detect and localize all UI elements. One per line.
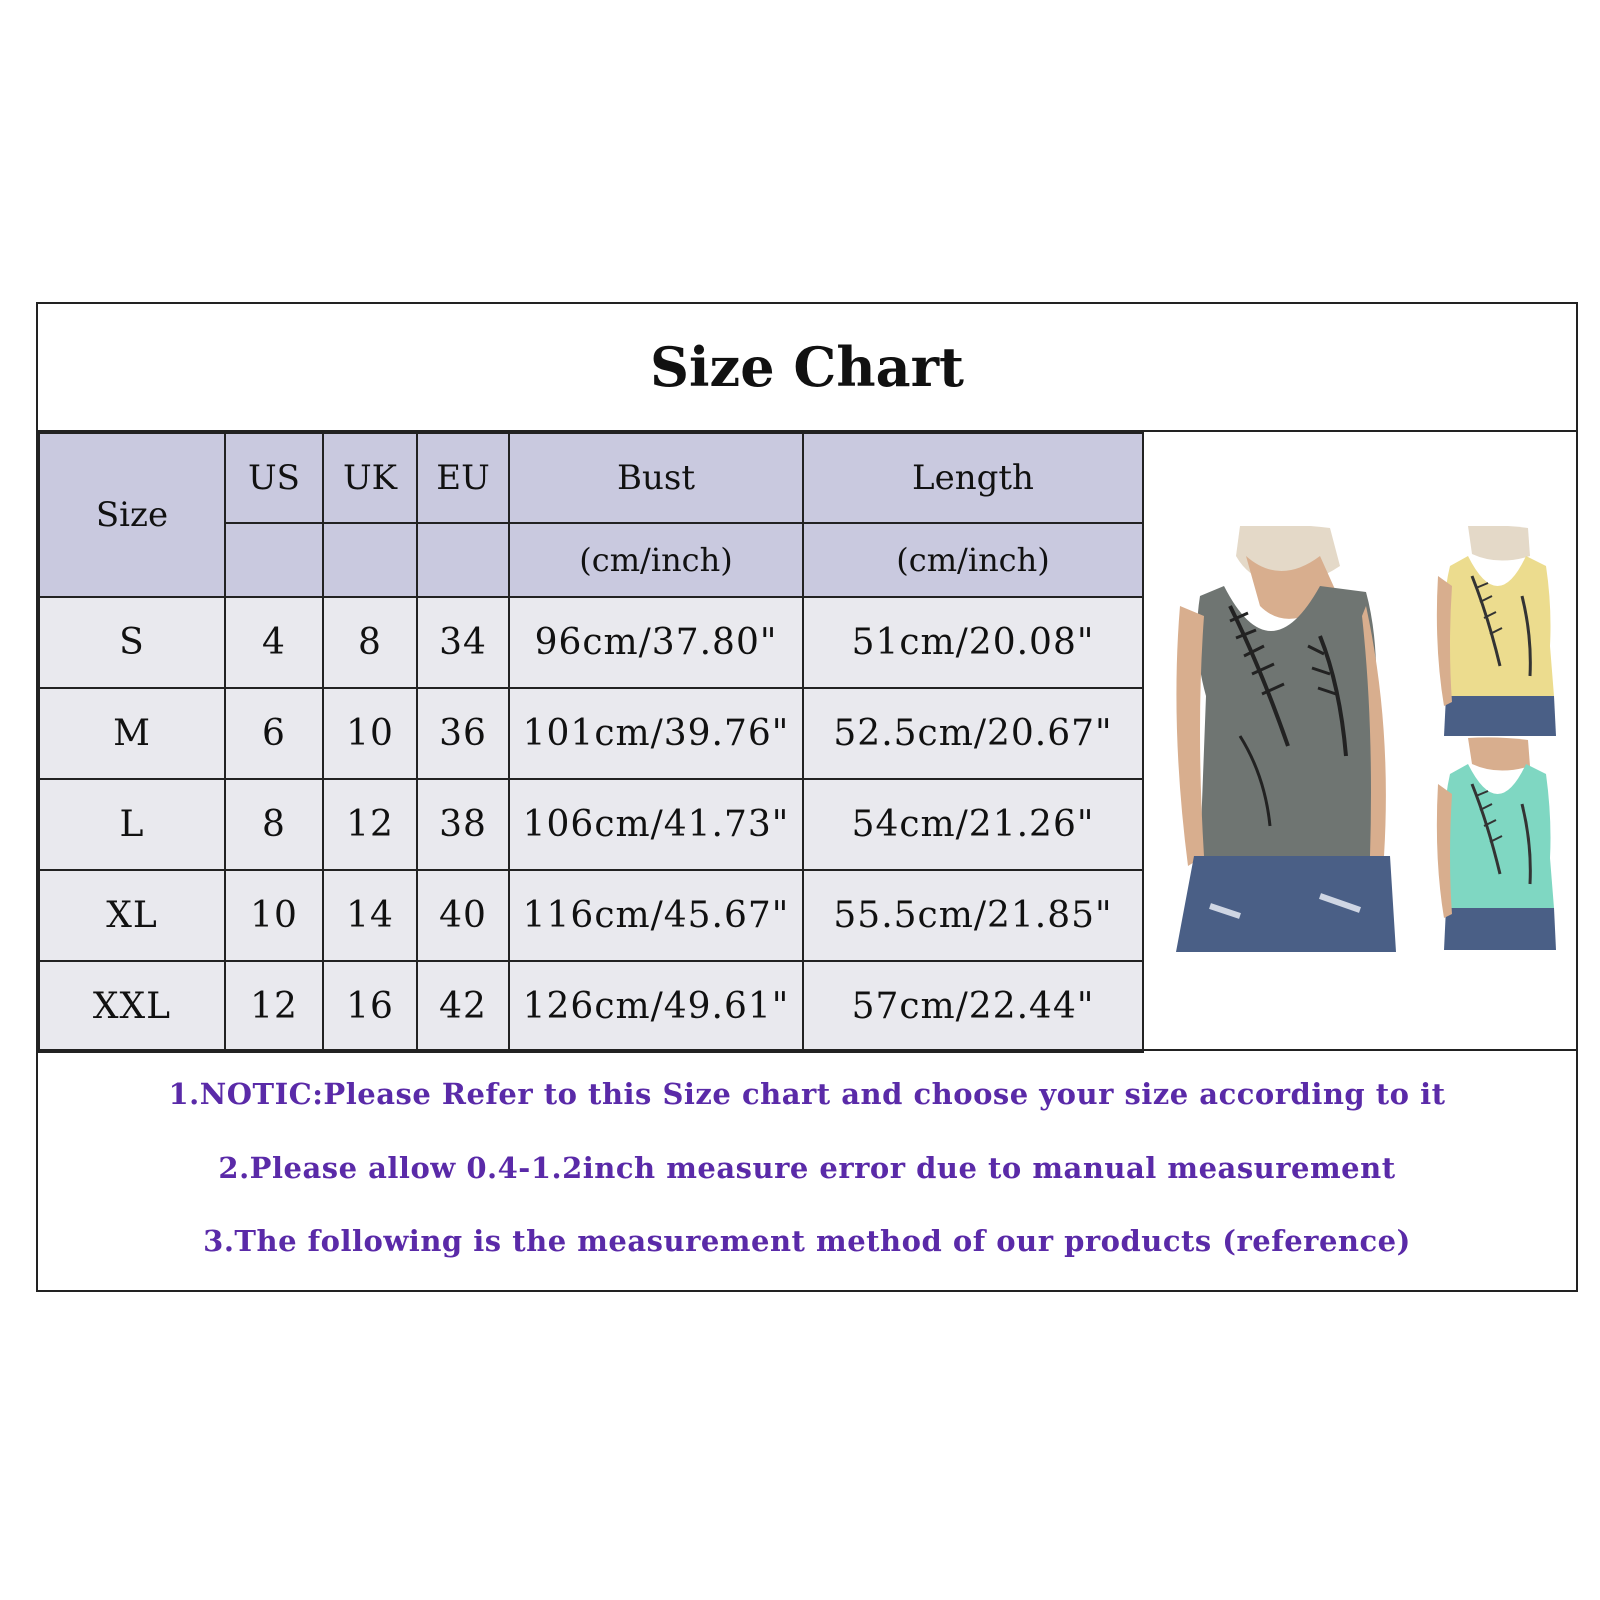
cell-bust: 126cm/49.61" <box>509 961 803 1052</box>
cell-length: 52.5cm/20.67" <box>803 688 1143 779</box>
cell-us: 12 <box>225 961 323 1052</box>
cell-size: M <box>39 688 225 779</box>
cell-bust: 106cm/41.73" <box>509 779 803 870</box>
page-title: Size Chart <box>38 304 1576 432</box>
cell-eu: 34 <box>417 597 509 688</box>
cell-eu: 38 <box>417 779 509 870</box>
header-length-unit: (cm/inch) <box>803 523 1143 597</box>
table-row <box>39 961 1143 1052</box>
header-eu: EU <box>417 433 509 523</box>
size-chart-frame <box>36 302 1578 1292</box>
cell-us: 4 <box>225 597 323 688</box>
cell-length: 54cm/21.26" <box>803 779 1143 870</box>
cell-uk: 12 <box>323 779 417 870</box>
cell-bust: 101cm/39.76" <box>509 688 803 779</box>
cell-eu: 40 <box>417 870 509 961</box>
product-photos <box>1170 526 1566 952</box>
header-bust-unit: (cm/inch) <box>509 523 803 597</box>
cell-length: 55.5cm/21.85" <box>803 870 1143 961</box>
cell-length: 51cm/20.08" <box>803 597 1143 688</box>
header-us: US <box>225 433 323 523</box>
cell-uk: 14 <box>323 870 417 961</box>
grey-camisole-photo <box>1170 526 1402 952</box>
header-uk: UK <box>323 433 417 523</box>
cell-size: L <box>39 779 225 870</box>
header-length: Length <box>803 433 1143 523</box>
header-bust: Bust <box>509 433 803 523</box>
table-row <box>39 597 1143 688</box>
size-table <box>38 432 1144 1053</box>
cell-size: XXL <box>39 961 225 1052</box>
cell-size: S <box>39 597 225 688</box>
note-1: 1.NOTIC:Please Refer to this Size chart and choose your size according to it <box>168 1077 1446 1111</box>
notes-section <box>38 1049 1576 1292</box>
note-2: 2.Please allow 0.4-1.2inch measure error due to manual measurement <box>218 1151 1396 1185</box>
cell-bust: 116cm/45.67" <box>509 870 803 961</box>
table-row <box>39 688 1143 779</box>
cell-bust: 96cm/37.80" <box>509 597 803 688</box>
cell-length: 57cm/22.44" <box>803 961 1143 1052</box>
cell-us: 10 <box>225 870 323 961</box>
yellow-camisole-photo <box>1437 526 1556 736</box>
header-eu-blank <box>417 523 509 597</box>
mint-camisole-photo <box>1437 737 1556 950</box>
header-size: Size <box>39 433 225 597</box>
cell-us: 6 <box>225 688 323 779</box>
table-row <box>39 870 1143 961</box>
cell-size: XL <box>39 870 225 961</box>
cell-eu: 42 <box>417 961 509 1052</box>
header-uk-blank <box>323 523 417 597</box>
cell-us: 8 <box>225 779 323 870</box>
cell-uk: 8 <box>323 597 417 688</box>
header-us-blank <box>225 523 323 597</box>
cell-uk: 16 <box>323 961 417 1052</box>
note-3: 3.The following is the measurement method of our products (reference) <box>203 1224 1411 1258</box>
cell-eu: 36 <box>417 688 509 779</box>
cell-uk: 10 <box>323 688 417 779</box>
table-row <box>39 779 1143 870</box>
